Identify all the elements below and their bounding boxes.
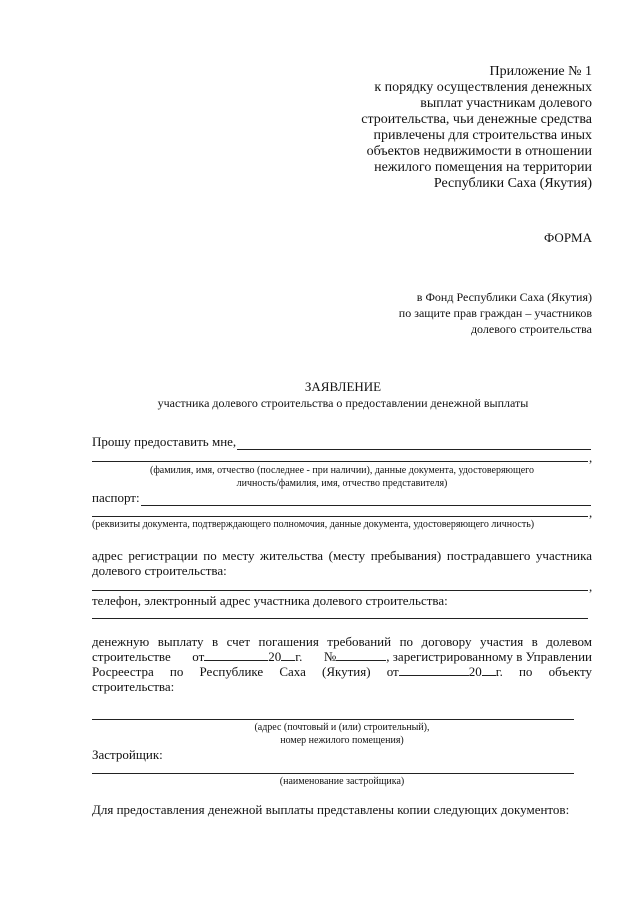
- passport-field[interactable]: [141, 492, 591, 506]
- payment-line-1: денежную выплату в счет погашения требований по договору участия в долевом: [92, 634, 592, 649]
- name-hint-line: личность/фамилия, имя, отчество представителя): [236, 478, 448, 489]
- appendix-line: нежилого помещения на территории: [374, 160, 592, 175]
- documents-line: Для предоставления денежной выплаты представлены копии следующих документов:: [92, 802, 570, 817]
- recipient-line: по защите прав граждан – участников: [398, 306, 592, 320]
- payment-line-4: строительства:: [92, 679, 175, 694]
- recipient-line: в Фонд Республики Саха (Якутия): [416, 290, 592, 304]
- payment-text: строительстве: [92, 649, 171, 664]
- payment-text: 20: [468, 664, 482, 679]
- developer-hint: (наименование застройщика): [279, 776, 405, 787]
- passport-label: паспорт:: [92, 490, 140, 505]
- credentials-field[interactable]: [92, 516, 588, 517]
- payment-text: Республике: [199, 664, 264, 679]
- object-hint-line: (адрес (почтовый и (или) строительный),: [254, 722, 430, 733]
- applicant-name-field[interactable]: [237, 436, 591, 450]
- appendix-line: к порядку осуществления денежных: [374, 80, 592, 95]
- phone-email-field[interactable]: [92, 618, 588, 619]
- comma: ,: [589, 579, 593, 594]
- forma-label: ФОРМА: [544, 230, 592, 245]
- contract-date-field[interactable]: [204, 648, 268, 661]
- payment-text: от: [192, 649, 205, 664]
- document-subtitle: участника долевого строительства о предоставлении денежной выплаты: [157, 396, 529, 410]
- address-field[interactable]: [92, 590, 588, 591]
- address-label-line1: адрес регистрации по месту жительства (месту пребывания) пострадавшего участника: [92, 548, 592, 563]
- name-hint-line: (фамилия, имя, отчество (последнее - при наличии), данные документа, удостоверяющего: [149, 465, 535, 476]
- appendix-header: [300, 64, 592, 192]
- document-title: ЗАЯВЛЕНИЕ: [304, 379, 382, 394]
- appendix-line: строительства, чьи денежные средства: [361, 112, 592, 127]
- contract-number-field[interactable]: [336, 648, 386, 661]
- request-row: [92, 433, 592, 450]
- object-hint: [92, 721, 592, 747]
- payment-text: , зарегистрированному в Управлении: [386, 649, 592, 664]
- appendix-line: Республики Саха (Якутия): [433, 176, 592, 191]
- phone-label: телефон, электронный адрес участника долевого строительства:: [92, 593, 448, 608]
- credentials-hint: (реквизиты документа, подтверждающего полномочия, данные документа, удостоверяющего личность): [92, 519, 535, 530]
- payment-text: г.: [295, 649, 303, 664]
- object-hint-line: номер нежилого помещения): [280, 735, 404, 746]
- comma: ,: [589, 450, 593, 465]
- payment-text: 20: [268, 649, 282, 664]
- payment-text: по: [518, 664, 533, 679]
- contract-year-field[interactable]: [281, 648, 295, 661]
- developer-label: Застройщик:: [92, 747, 163, 762]
- passport-row: [92, 489, 592, 506]
- payment-text: №: [323, 649, 337, 664]
- registration-date-field[interactable]: [399, 663, 469, 676]
- registration-year-field[interactable]: [482, 663, 496, 676]
- appendix-line: Приложение № 1: [489, 64, 592, 79]
- address-label-line2: долевого строительства:: [92, 563, 227, 578]
- recipient-line: долевого строительства: [470, 322, 592, 336]
- appendix-line: выплат участникам долевого: [420, 96, 592, 111]
- recipient-block: [330, 289, 592, 337]
- payment-text: Росреестра: [92, 664, 154, 679]
- applicant-name-field-line2[interactable]: [92, 461, 588, 462]
- name-hint: [92, 464, 592, 490]
- payment-text: (Якутия): [321, 664, 371, 679]
- payment-text: от: [386, 664, 399, 679]
- payment-text: г.: [495, 664, 503, 679]
- payment-text: объекту: [548, 664, 592, 679]
- developer-field[interactable]: [92, 773, 574, 774]
- appendix-line: привлечены для строительства иных: [373, 128, 592, 143]
- appendix-line: объектов недвижимости в отношении: [366, 144, 592, 159]
- payment-text: по: [169, 664, 184, 679]
- comma: ,: [589, 505, 593, 520]
- object-address-field[interactable]: [92, 719, 574, 720]
- payment-text: Саха: [279, 664, 306, 679]
- request-label: Прошу предоставить мне,: [92, 434, 237, 449]
